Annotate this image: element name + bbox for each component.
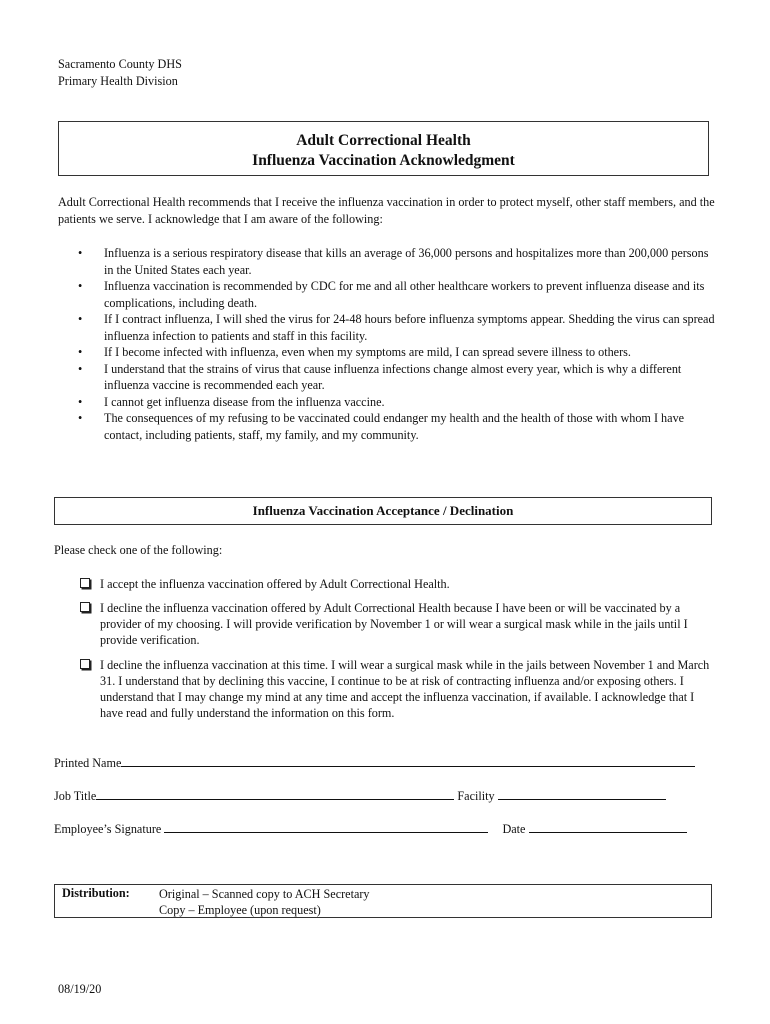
- bullet-icon: •: [78, 312, 83, 326]
- date-field[interactable]: [529, 821, 687, 833]
- list-item: • If I become infected with influenza, even when my symptoms are mild, I can spread severe illness to others.: [78, 345, 631, 359]
- job-title-label: Job Title: [54, 789, 97, 803]
- printed-name-row: [54, 755, 695, 771]
- option-accept[interactable]: [78, 576, 718, 592]
- distribution-box: [54, 884, 712, 918]
- bullet-icon: •: [78, 394, 83, 409]
- printed-name-field[interactable]: [121, 755, 695, 767]
- bullet-icon: •: [78, 279, 83, 293]
- organization-header: [58, 56, 182, 90]
- option-accept-label: I accept the influenza vaccination offered by Adult Correctional Health.: [100, 577, 450, 591]
- date-label: Date: [502, 822, 526, 836]
- list-item: • I cannot get influenza disease from the influenza vaccine.: [78, 394, 385, 409]
- list-item: • Influenza is a serious respiratory disease that kills an average of 36,000 persons and hospitalizes more than 200,000 persons in the United States each year.: [78, 246, 709, 277]
- form-title-box: [58, 121, 709, 176]
- job-title-field[interactable]: [96, 788, 454, 800]
- option-decline-vaccinated-elsewhere-label: I decline the influenza vaccination offered by Adult Correctional Health because I have been or will be vaccinated by a provider of my choosing. I will provide verification by November 1 or will wear a surgical mask while in the jails until I provide verification.: [100, 601, 688, 647]
- distribution-copy: Copy – Employee (upon request): [159, 903, 321, 917]
- checkbox-decline-vaccinated-elsewhere[interactable]: [80, 602, 90, 612]
- job-title-row: [54, 788, 666, 804]
- checkbox-accept[interactable]: [80, 578, 90, 588]
- form-title-line1: Adult Correctional Health: [296, 132, 471, 149]
- bullet-icon: •: [78, 345, 83, 359]
- bullet-icon: •: [78, 411, 83, 425]
- signature-label: Employee’s Signature: [54, 822, 162, 836]
- bullet-icon: •: [78, 246, 83, 260]
- acknowledgment-list: [78, 245, 718, 443]
- facility-field[interactable]: [498, 788, 666, 800]
- distribution-label: Distribution:: [62, 886, 130, 900]
- section-title: Influenza Vaccination Acceptance / Declination: [252, 503, 514, 518]
- form-title-line2: Influenza Vaccination Acknowledgment: [252, 152, 515, 169]
- revision-date: 08/19/20: [58, 982, 102, 996]
- section-title-box: [54, 497, 712, 525]
- option-decline-label: I decline the influenza vaccination at this time. I will wear a surgical mask while in the jails between November 1 and March 31. I understand that by declining this vaccine, I continue to be at risk of contracting influenza and/or exposing others. I understand that I may change my mind at any time and accept the influenza vaccination, if available. I acknowledge that I have read and fully understand the information on this form.: [100, 658, 710, 720]
- intro-paragraph: Adult Correctional Health recommends that I receive the influenza vaccination in order to protect myself, other staff members, and the patients we serve. I acknowledge that I am aware of the following:: [58, 195, 715, 226]
- option-decline-vaccinated-elsewhere[interactable]: [78, 600, 718, 648]
- facility-label: Facility: [457, 789, 495, 803]
- distribution-list: [159, 886, 370, 918]
- printed-name-label: Printed Name: [54, 756, 122, 770]
- distribution-original: Original – Scanned copy to ACH Secretary: [159, 887, 370, 901]
- list-item: • Influenza vaccination is recommended by CDC for me and all other healthcare workers to prevent influenza disease and its complications, including death.: [78, 279, 705, 310]
- bullet-icon: •: [78, 361, 83, 376]
- list-item: • I understand that the strains of virus that cause influenza infections change almost every year, which is why a different influenza vaccine is recommended each year.: [78, 361, 682, 392]
- division-name: Primary Health Division: [58, 74, 178, 88]
- signature-field[interactable]: [164, 821, 488, 833]
- instruction-text: Please check one of the following:: [54, 543, 223, 557]
- checkbox-decline[interactable]: [80, 659, 90, 669]
- org-name: Sacramento County DHS: [58, 57, 182, 71]
- option-decline[interactable]: [78, 657, 718, 721]
- list-item: • The consequences of my refusing to be vaccinated could endanger my health and the health of those with whom I have contact, including patients, staff, my family, and my community.: [78, 411, 685, 442]
- signature-row: [54, 821, 687, 837]
- list-item: • If I contract influenza, I will shed the virus for 24-48 hours before influenza symptoms appear. Shedding the virus can spread influenza infection to patients and staff in this facility.: [78, 312, 715, 343]
